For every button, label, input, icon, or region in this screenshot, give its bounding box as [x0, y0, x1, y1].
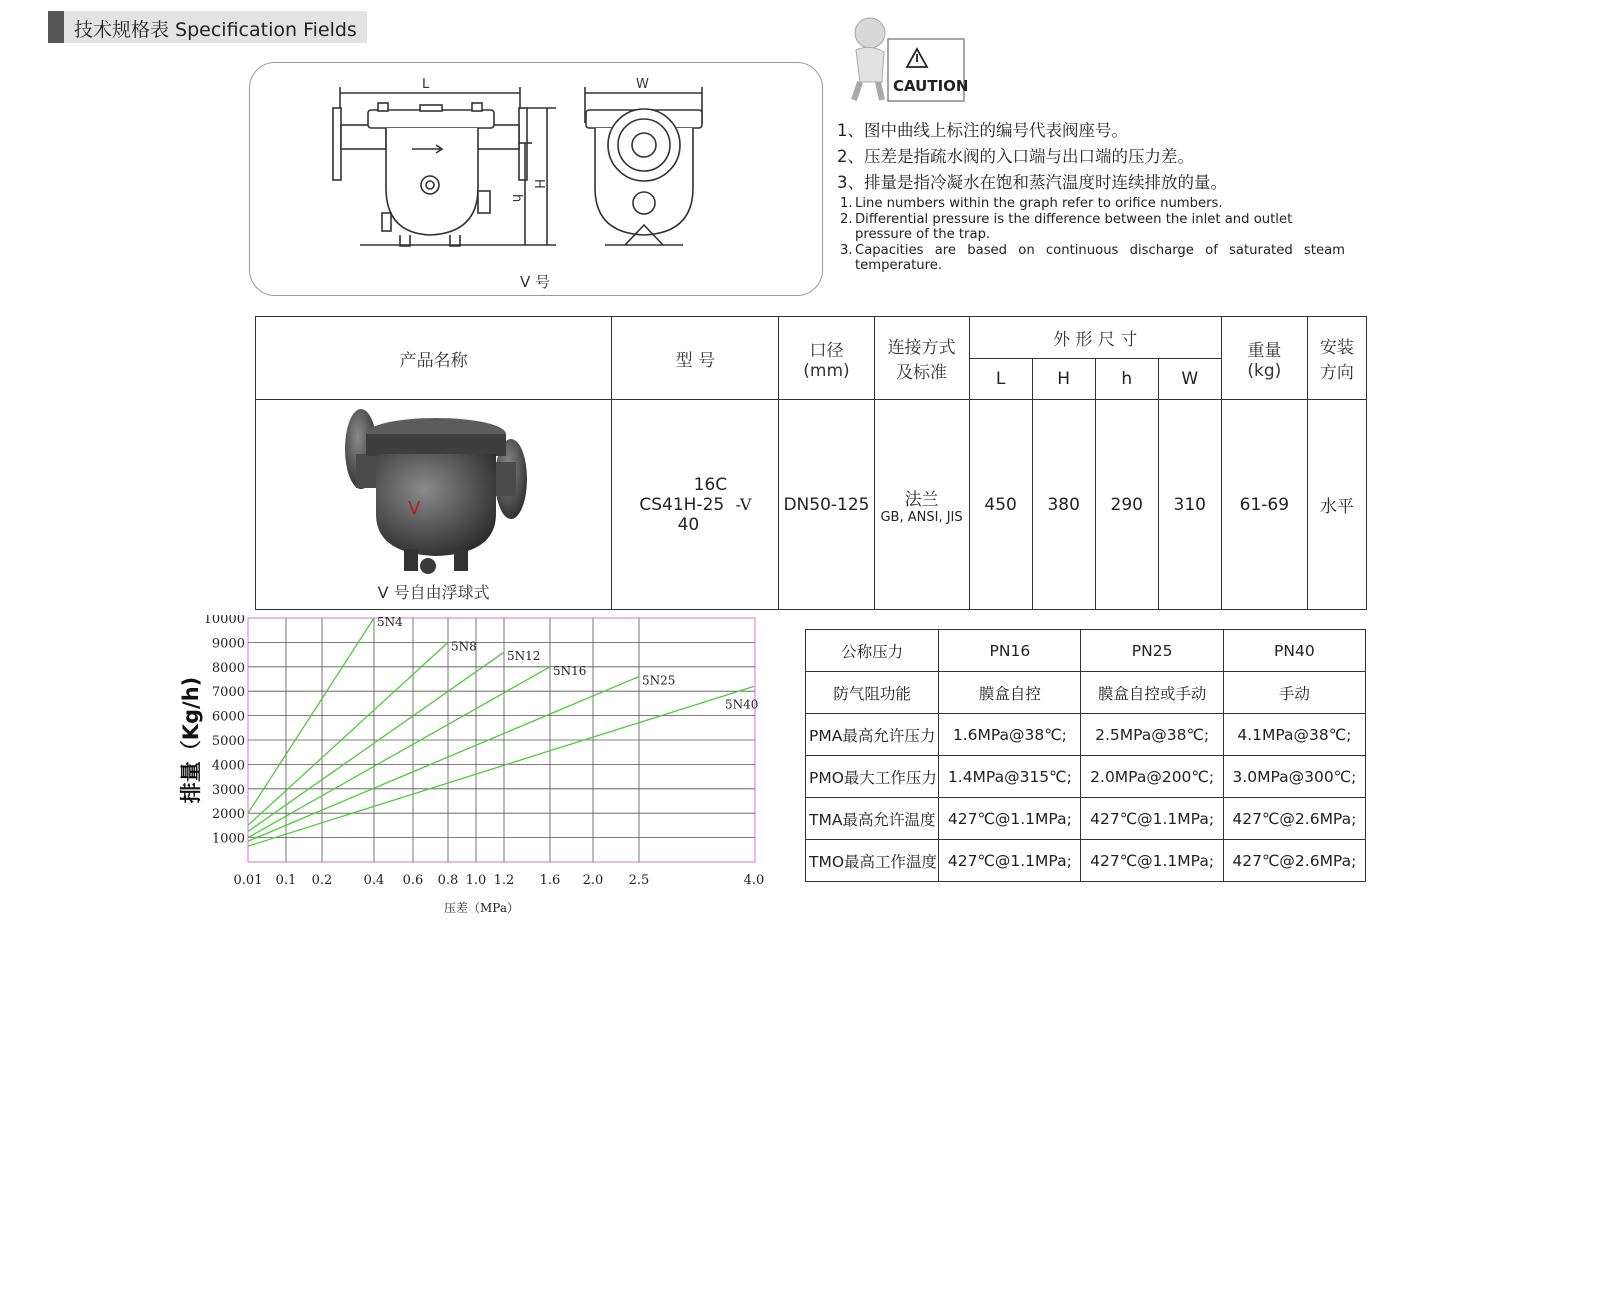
pressure-row [806, 798, 1366, 840]
y-tick-label: 10000 [203, 615, 245, 627]
connection-cell [874, 400, 969, 610]
note-en-1-num: 1. [840, 196, 853, 211]
y-tick-label: 2000 [211, 807, 245, 823]
x-tick-label: 0.01 [233, 873, 263, 888]
note-cn-2: 2、压差是指疏水阀的入口端与出口端的压力差。 [837, 147, 1194, 166]
series-line-5n16 [248, 667, 550, 838]
value-L: 450 [969, 400, 1032, 610]
value-H: 380 [1032, 400, 1095, 610]
pressure-cell: 1.4MPa@315℃; [939, 756, 1081, 798]
model-code [639, 475, 751, 535]
caution-illustration [838, 14, 968, 104]
bore-value: DN50-125 [779, 400, 874, 610]
header-bar [48, 11, 64, 43]
header-connection-line1: 连接方式 [887, 338, 956, 358]
model-code-top: 16C [693, 474, 728, 495]
spec-header-row-1 [256, 317, 1367, 359]
x-tick-label: 2.0 [582, 873, 604, 888]
pressure-cell: 427℃@1.1MPa; [1081, 798, 1223, 840]
pressure-header-pn16: PN16 [939, 630, 1081, 672]
pressure-cell: 膜盒自控 [939, 672, 1081, 714]
note-en-list [840, 196, 1345, 273]
pressure-row-label: TMO最高工作温度 [806, 840, 939, 882]
y-tick-label: 3000 [211, 782, 245, 798]
header-H: H [1032, 359, 1095, 400]
x-tick-label: 1.0 [465, 873, 487, 888]
caution-figure [838, 14, 968, 108]
value-h: 290 [1095, 400, 1158, 610]
connection-value: 法兰 [904, 489, 939, 510]
note-en-3-num: 3. [840, 243, 853, 258]
pressure-row-label: TMA最高允许温度 [806, 798, 939, 840]
note-en-3 [840, 243, 1345, 273]
note-en-1-text: Line numbers within the graph refer to orifice numbers. [855, 196, 1223, 211]
dim-label-W: W [636, 77, 649, 92]
section-header [48, 11, 367, 43]
pressure-cell: 1.6MPa@38℃; [939, 714, 1081, 756]
value-W: 310 [1158, 400, 1221, 610]
pressure-header-label: 公称压力 [806, 630, 939, 672]
pressure-cell: 2.0MPa@200℃; [1081, 756, 1223, 798]
note-en-1 [840, 196, 1345, 211]
series-line-5n25 [248, 677, 639, 842]
pressure-row [806, 756, 1366, 798]
pressure-cell: 2.5MPa@38℃; [1081, 714, 1223, 756]
header-mount-line2: 方向 [1319, 363, 1354, 383]
pressure-row-label: PMA最高允许压力 [806, 714, 939, 756]
series-label-5n40: 5N40 [725, 697, 759, 712]
pressure-cell: 427℃@2.6MPa; [1223, 798, 1365, 840]
note-cn-1: 1、图中曲线上标注的编号代表阀座号。 [837, 121, 1128, 140]
header-connection [874, 317, 969, 400]
header-weight-line1: 重量 [1247, 340, 1282, 361]
pressure-cell: 427℃@1.1MPa; [939, 840, 1081, 882]
series-label-5n25: 5N25 [642, 673, 676, 688]
pressure-row-label: 防气阻功能 [806, 672, 939, 714]
header-L: L [969, 359, 1032, 400]
series-line-5n40 [248, 686, 754, 846]
note-en-2-num: 2. [840, 212, 853, 227]
drawing-caption: V 号 [520, 273, 551, 291]
series-line-5n8 [248, 642, 448, 825]
note-en-3-text: Capacities are based on continuous discharge of saturated steam temperature. [855, 243, 1345, 273]
caution-badge: CAUTION [893, 77, 968, 95]
note-en-2 [840, 212, 1345, 242]
pressure-row [806, 714, 1366, 756]
pressure-row [806, 840, 1366, 882]
y-tick-label: 9000 [211, 636, 245, 652]
note-en-2-text: Differential pressure is the difference between the inlet and outlet pressure of the trap. [855, 212, 1293, 242]
x-tick-label: 0.2 [311, 873, 333, 888]
pressure-cell: 427℃@1.1MPa; [1081, 840, 1223, 882]
x-tick-label: 0.8 [437, 873, 459, 888]
section-title: 技术规格表 Specification Fields [74, 19, 357, 41]
y-tick-label: 1000 [211, 831, 245, 847]
pressure-row [806, 672, 1366, 714]
x-axis-title: 压差（MPa） [444, 901, 519, 915]
header-h: h [1095, 359, 1158, 400]
header-mount [1307, 317, 1366, 400]
model-code-mid-a: CS41H-25 [639, 494, 725, 515]
pressure-table [805, 629, 1366, 882]
header-weight-line2: (kg) [1247, 360, 1282, 381]
capacity-chart [170, 615, 790, 959]
series-label-5n8: 5N8 [451, 639, 477, 654]
header-bore-line1: 口径 [809, 340, 844, 361]
header-weight [1221, 317, 1307, 400]
pressure-cell: 4.1MPa@38℃; [1223, 714, 1365, 756]
dim-label-H: H [531, 179, 546, 189]
x-tick-label: 0.4 [363, 873, 385, 888]
x-tick-label: 4.0 [743, 873, 765, 888]
note-cn-3: 3、排量是指冷凝水在饱和蒸汽温度时连续排放的量。 [837, 173, 1227, 192]
series-label-5n12: 5N12 [507, 649, 541, 664]
pressure-row-label: PMO最大工作压力 [806, 756, 939, 798]
y-tick-label: 4000 [211, 758, 245, 774]
capacity-chart-svg [170, 615, 790, 955]
pressure-header-row [806, 630, 1366, 672]
pressure-cell: 427℃@1.1MPa; [939, 798, 1081, 840]
product-image [326, 404, 546, 584]
dim-label-L: L [422, 77, 430, 92]
x-tick-label: 2.5 [628, 873, 650, 888]
pressure-cell: 膜盒自控或手动 [1081, 672, 1223, 714]
y-tick-label: 8000 [211, 660, 245, 676]
model-cell [612, 400, 779, 610]
header-bore [779, 317, 874, 400]
pressure-header-pn25: PN25 [1081, 630, 1223, 672]
model-code-bottom: 40 [677, 514, 700, 535]
x-tick-label: 1.6 [539, 873, 561, 888]
value-weight: 61-69 [1221, 400, 1307, 610]
value-mount: 水平 [1307, 400, 1366, 610]
header-mount-line1: 安装 [1319, 338, 1354, 358]
spec-data-row [256, 400, 1367, 610]
header-product: 产品名称 [256, 317, 612, 400]
series-label-5n4: 5N4 [377, 615, 403, 629]
product-name: V 号自由浮球式 [377, 583, 490, 602]
pressure-header-pn40: PN40 [1223, 630, 1365, 672]
x-tick-label: 1.2 [493, 873, 515, 888]
pressure-cell: 3.0MPa@300℃; [1223, 756, 1365, 798]
connection-standards: GB, ANSI, JIS [880, 509, 963, 525]
header-dimensions: 外 形 尺 寸 [969, 317, 1221, 359]
header-connection-line2: 及标准 [896, 363, 948, 383]
model-code-mid-b: -V [735, 494, 752, 514]
y-axis-title: 排量（Kg/h) [179, 676, 203, 804]
x-tick-label: 0.6 [402, 873, 424, 888]
pressure-cell: 427℃@2.6MPa; [1223, 840, 1365, 882]
y-tick-label: 5000 [211, 734, 245, 749]
model-code-mid [639, 495, 751, 515]
dim-label-h: h [509, 194, 524, 203]
header-W: W [1158, 359, 1221, 400]
x-tick-label: 0.1 [275, 873, 297, 888]
series-label-5n16: 5N16 [553, 663, 587, 678]
product-v-mark: V [408, 498, 421, 519]
header-model: 型 号 [612, 317, 779, 400]
dimension-drawing-svg [250, 63, 822, 295]
spec-table [255, 316, 1367, 610]
y-tick-label: 7000 [211, 685, 245, 701]
product-cell [256, 400, 612, 610]
dimension-drawing [249, 62, 823, 296]
y-tick-label: 6000 [211, 709, 245, 725]
header-bore-line2: (mm) [803, 360, 850, 381]
pressure-cell: 手动 [1223, 672, 1365, 714]
